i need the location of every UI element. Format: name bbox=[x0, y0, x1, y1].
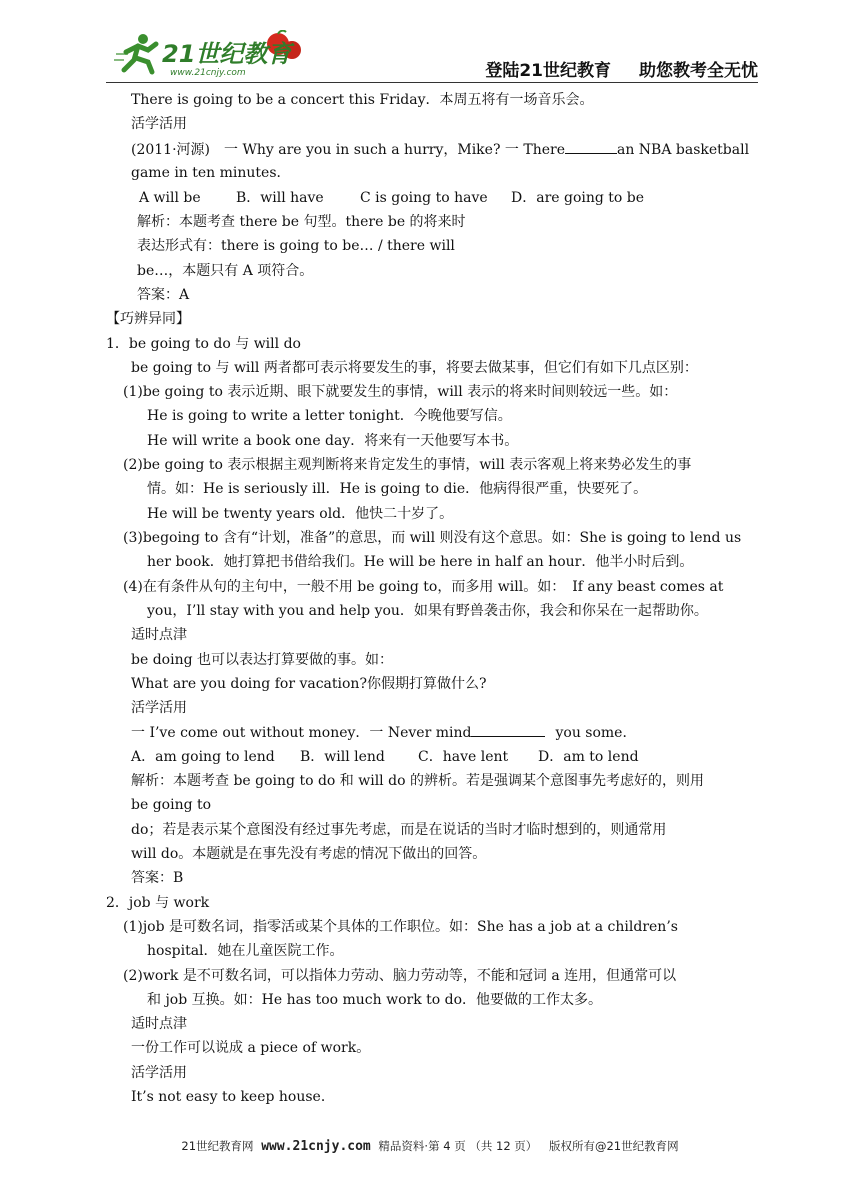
runner-icon bbox=[114, 34, 156, 72]
slogan-right: 助您教考全无忧 bbox=[639, 61, 758, 81]
question-stem-end: you some． bbox=[555, 725, 637, 741]
section-heading: 【巧辨异同】 bbox=[106, 311, 190, 327]
option-c: C．have lent bbox=[418, 749, 509, 765]
section-label: 活学活用 bbox=[131, 700, 187, 716]
page-footer bbox=[0, 1138, 860, 1154]
example-line: He is going to write a letter tonight．今晚他要写信。 bbox=[147, 408, 512, 424]
option-b: B．will have bbox=[236, 190, 324, 206]
text-line: 表达形式有：there is going to be… / there will bbox=[137, 238, 455, 254]
text-line: do；若是表示某个意图没有经过事先考虑，而是在说话的当时才临时想到的，则通常用 bbox=[131, 822, 667, 838]
header-slogan bbox=[485, 56, 758, 81]
logo-text: 21世纪教育 bbox=[162, 40, 292, 68]
text-line: you，I’ll stay with you and help you．如果有野兽袭击你，我会和你呆在一起帮助你。 bbox=[147, 603, 708, 619]
text-line: be going to bbox=[131, 797, 212, 813]
example-line: He will write a book one day．将来有一天他要写本书。 bbox=[147, 433, 519, 449]
text-line: What are you doing for vacation?你假期打算做什么? bbox=[131, 676, 487, 692]
option-a: A will be bbox=[139, 190, 201, 206]
footer-copyright: 版权所有@21世纪教育网 bbox=[548, 1139, 679, 1153]
answer-blank bbox=[471, 722, 545, 737]
option-a: A．am going to lend bbox=[131, 749, 275, 765]
footer-page-info: 精品资料·第 4 页 （共 12 页） bbox=[378, 1139, 538, 1153]
text-line: 和 job 互换。如：He has too much work to do．他要做的工作太多。 bbox=[147, 992, 603, 1008]
option-b: B．will lend bbox=[300, 749, 385, 765]
section-label: 适时点津 bbox=[131, 627, 187, 643]
text-line: 解析：本题考查 there be 句型。there be 的将来时 bbox=[137, 214, 466, 230]
answer-blank bbox=[565, 139, 617, 154]
text-line: (2)be going to 表示根据主观判断将来肯定发生的事情，will 表示客观上将来势必发生的事 bbox=[123, 457, 692, 473]
text-line: 一份工作可以说成 a piece of work。 bbox=[131, 1040, 371, 1056]
text-line: be…，本题只有 A 项符合。 bbox=[137, 263, 314, 279]
example-line: He will be twenty years old．他快二十岁了。 bbox=[147, 506, 454, 522]
option-c: C is going to have bbox=[360, 190, 488, 206]
text-line: (2)work 是不可数名词，可以指体力劳动、脑力劳动等，不能和冠词 a 连用，但通常可以 bbox=[123, 968, 677, 984]
question-stem: 一 I’ve come out without money．一 Never mind bbox=[131, 725, 472, 741]
text-line: hospital．她在儿童医院工作。 bbox=[147, 943, 344, 959]
answer-line: 答案：B bbox=[131, 870, 184, 886]
question-line bbox=[131, 722, 636, 742]
question-stem-end: an NBA basketball bbox=[616, 142, 750, 158]
section-label: 适时点津 bbox=[131, 1016, 187, 1032]
subsection-heading: 2．job 与 work bbox=[106, 895, 210, 911]
text-line: (3)begoing to 含有“计划，准备”的意思，而 will 则没有这个意思。如：She is going to lend us bbox=[123, 530, 742, 546]
option-d: D．am to lend bbox=[538, 749, 639, 765]
text-line: There is going to be a concert this Friday．本周五将有一场音乐会。 bbox=[131, 92, 594, 108]
text-line: (4)在有条件从句的主句中，一般不用 be going to，而多用 will。如： If any beast comes at bbox=[123, 579, 724, 595]
footer-url[interactable]: www.21cnjy.com bbox=[261, 1139, 371, 1154]
text-line: game in ten minutes． bbox=[131, 165, 291, 181]
header-divider bbox=[106, 82, 758, 83]
subsection-heading: 1．be going to do 与 will do bbox=[106, 336, 301, 352]
text-line: be going to 与 will 两者都可表示将要发生的事，将要去做某事，但它们有如下几点区别： bbox=[131, 360, 698, 376]
answer-line: 答案：A bbox=[137, 287, 190, 303]
question-stem: (2011·河源) 一 Why are you in such a hurry，Mike? 一 There bbox=[131, 142, 565, 158]
text-line: It’s not easy to keep house． bbox=[131, 1089, 335, 1105]
question-line bbox=[131, 139, 749, 159]
site-logo[interactable] bbox=[112, 30, 312, 78]
text-line: (1)job 是可数名词，指零活或某个具体的工作职位。如：She has a job at a children’s bbox=[123, 919, 678, 935]
option-d: D．are going to be bbox=[511, 190, 645, 206]
text-line: 解析：本题考查 be going to do 和 will do 的辨析。若是强调某个意图事先考虑好的，则用 bbox=[131, 773, 704, 789]
section-label: 活学活用 bbox=[131, 1065, 187, 1081]
page-header bbox=[106, 30, 758, 82]
footer-site: 21世纪教育网 bbox=[181, 1139, 254, 1153]
text-line: be doing 也可以表达打算要做的事。如： bbox=[131, 652, 393, 668]
text-line: will do。本题就是在事先没有考虑的情况下做出的回答。 bbox=[131, 846, 487, 862]
slogan-left: 登陆21世纪教育 bbox=[485, 61, 611, 81]
text-line: her book．她打算把书借给我们。He will be here in half an hour．他半小时后到。 bbox=[147, 554, 694, 570]
section-label: 活学活用 bbox=[131, 116, 187, 132]
logo-url: www.21cnjy.com bbox=[170, 68, 246, 78]
text-line: 情。如：He is seriously ill．He is going to die．他病得很严重，快要死了。 bbox=[147, 481, 648, 497]
text-line: (1)be going to 表示近期、眼下就要发生的事情，will 表示的将来时间则较远一些。如： bbox=[123, 384, 678, 400]
